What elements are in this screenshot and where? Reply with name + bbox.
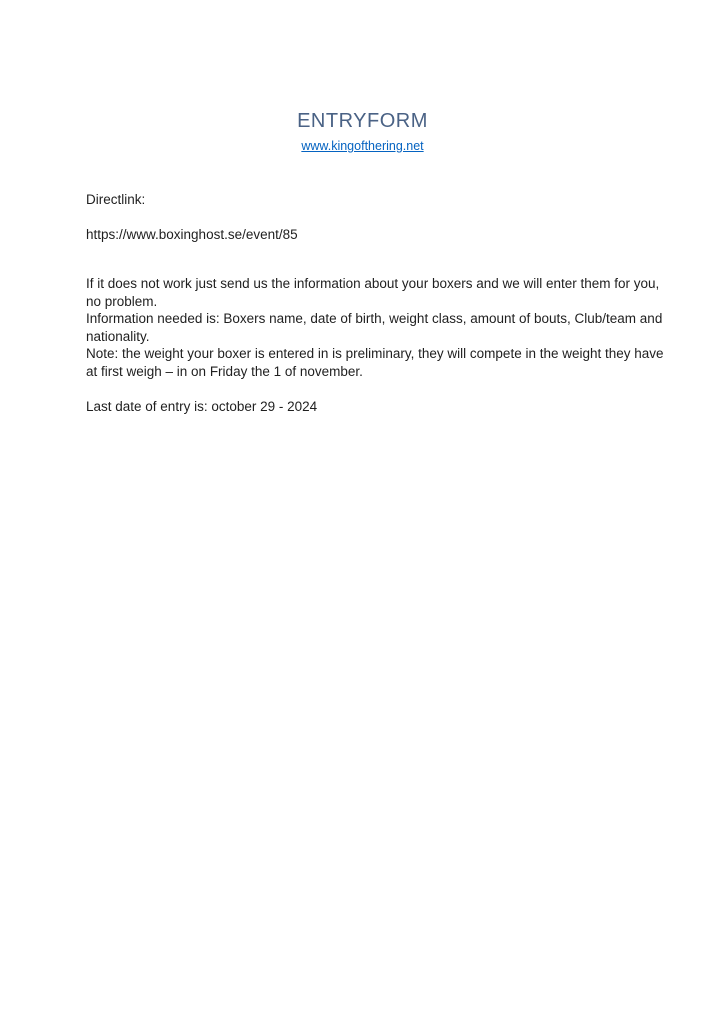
- website-hyperlink[interactable]: www.kingofthering.net: [301, 139, 424, 153]
- last-date-line: Last date of entry is: october 29 - 2024: [86, 399, 318, 414]
- info-line: nationality.: [86, 328, 150, 344]
- info-line: Information needed is: Boxers name, date of birth, weight class, amount of bouts, Club/team and: [86, 311, 663, 327]
- info-line: If it does not work just send us the information about your boxers and we will enter them for you,: [86, 276, 660, 291]
- info-line: no problem.: [86, 293, 158, 309]
- event-url-text: https://www.boxinghost.se/event/85: [86, 227, 298, 242]
- document-title: ENTRYFORM: [297, 110, 428, 132]
- info-line: Note: the weight your boxer is entered in is preliminary, they will compete in the weight they have: [86, 346, 664, 362]
- website-link-row: [0, 137, 725, 155]
- directlink-label: Directlink:: [86, 192, 146, 207]
- info-paragraph: [86, 275, 664, 381]
- info-line: at first weigh – in on Friday the 1 of november.: [86, 363, 363, 379]
